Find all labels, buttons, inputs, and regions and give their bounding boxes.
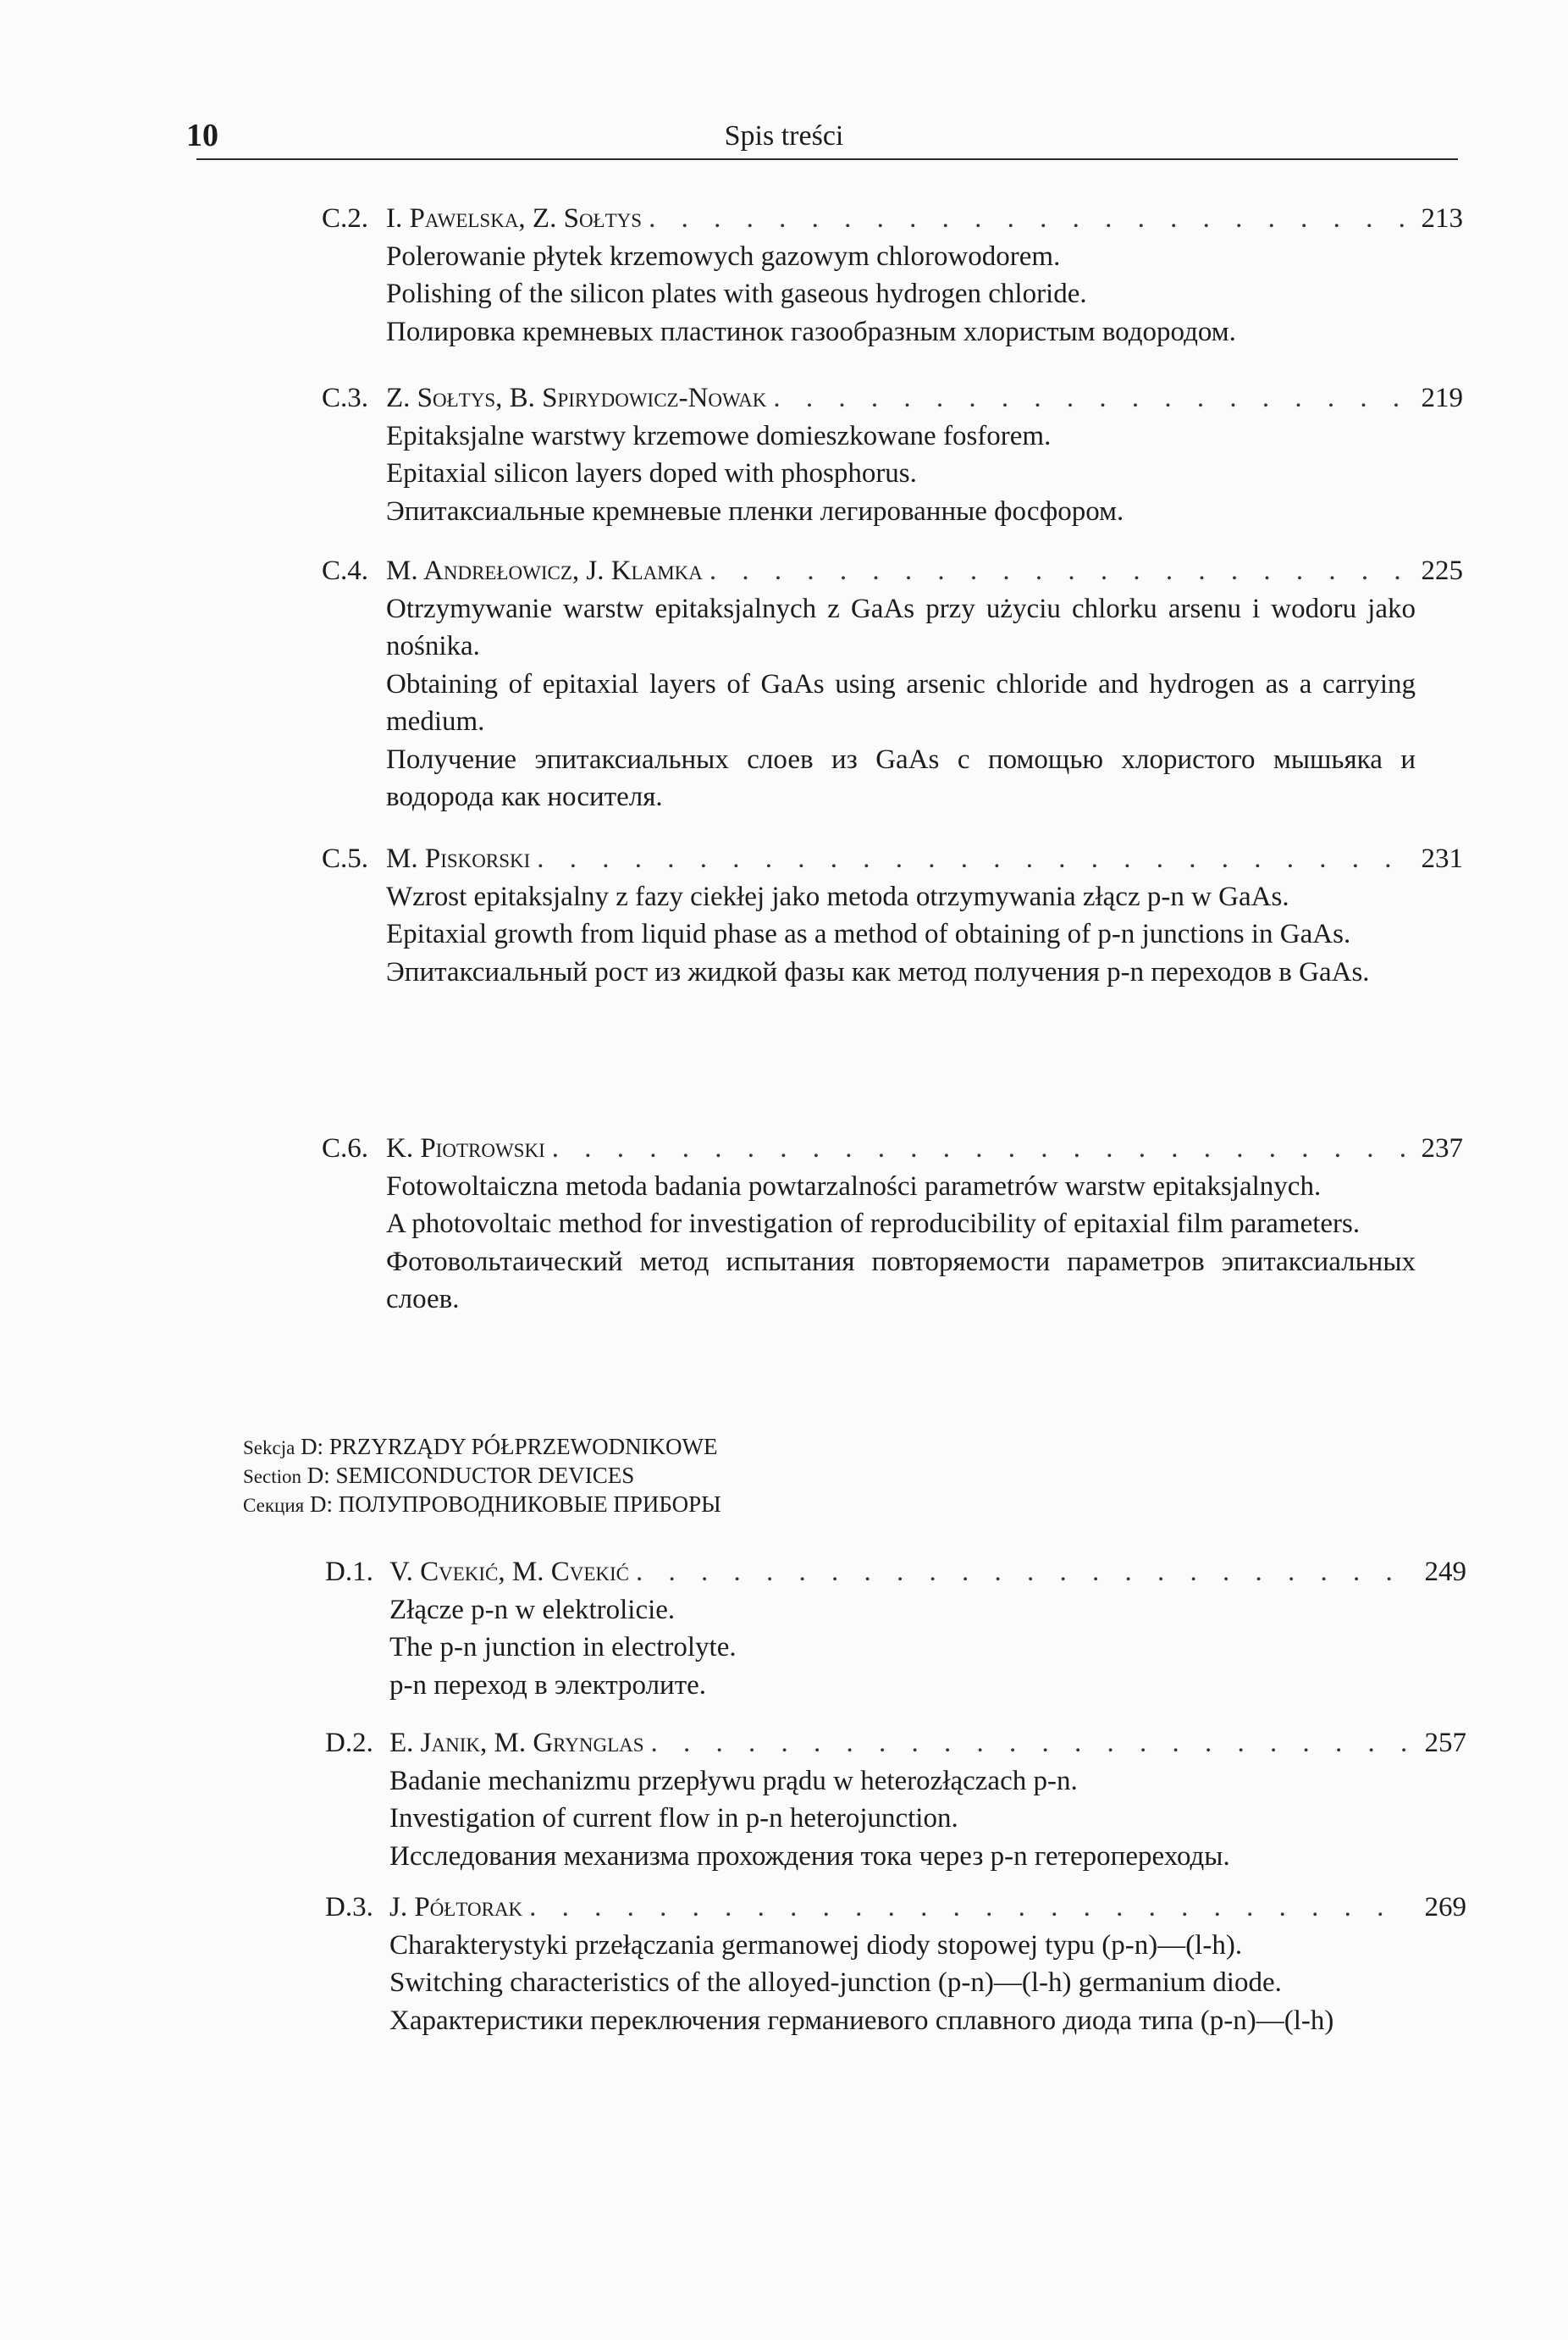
title-russian: p-n переход в электролите.	[389, 1669, 707, 1701]
title-english: Obtaining of epitaxial layers of GaAs using arsenic chloride and hydrogen as a carrying medium.	[386, 668, 1416, 737]
entry-head	[325, 1889, 1466, 1927]
title-english: Polishing of the silicon plates with gaseous hydrogen chloride.	[386, 279, 1087, 309]
entry-page: 219	[1421, 383, 1463, 413]
entry-head	[322, 840, 1463, 878]
entry-code: D.3.	[325, 1892, 373, 1922]
section-title: D: PRZYRZĄDY PÓŁPRZEWODNIKOWE	[301, 1434, 718, 1459]
toc-entry-c3	[322, 379, 1463, 530]
running-head: Spis treści	[724, 120, 844, 152]
section-title: D: ПОЛУПРОВОДНИКОВЫЕ ПРИБОРЫ	[309, 1491, 721, 1517]
section-heading-russian	[243, 1491, 1344, 1519]
entry-page: 225	[1421, 556, 1463, 586]
section-heading-polish	[243, 1433, 1344, 1462]
section-label: Section	[243, 1466, 301, 1487]
title-polish: Epitaksjalne warstwy krzemowe domieszkowane fosforem.	[386, 420, 1052, 451]
entry-head	[322, 1130, 1463, 1168]
entry-page: 231	[1421, 844, 1463, 874]
entry-code: C.2.	[322, 203, 369, 234]
title-russian: Эпитаксиальный рост из жидкой фазы как метод получения p-n переходов в GaAs.	[386, 956, 1370, 987]
title-polish: Polerowanie płytek krzemowych gazowym chlorowodorem.	[386, 241, 1061, 272]
title-english: Switching characteristics of the alloyed-junction (p-n)—(l-h) germanium diode.	[389, 1967, 1282, 1998]
entry-code: C.6.	[322, 1133, 369, 1164]
entry-page: 237	[1421, 1133, 1463, 1164]
title-russian: Исследования механизма прохождения тока через p-n гетеропереходы.	[389, 1840, 1230, 1872]
entry-head	[322, 200, 1463, 238]
toc-entry-d1	[325, 1553, 1466, 1704]
section-title: D: SEMICONDUCTOR DEVICES	[306, 1463, 635, 1488]
section-label: Sekcja	[243, 1437, 295, 1458]
dot-leader	[529, 1889, 1409, 1927]
toc-entry-c5	[322, 840, 1463, 991]
entry-authors: E. Janik, M. Grynglas	[389, 1728, 644, 1758]
entry-code: C.4.	[322, 556, 369, 586]
toc-entry-d2	[325, 1724, 1466, 1875]
title-polish: Badanie mechanizmu przepływu prądu w heterozłączach p-n.	[389, 1765, 1078, 1796]
section-heading-english	[243, 1462, 1344, 1491]
title-english: Epitaxial silicon layers doped with phosphorus.	[386, 458, 917, 489]
dot-leader	[552, 1130, 1405, 1168]
entry-head	[325, 1724, 1466, 1762]
title-english: Epitaxial growth from liquid phase as a method of obtaining of p-n junctions in GaAs.	[386, 919, 1351, 949]
toc-entry-d3	[325, 1889, 1466, 2039]
section-label: Секция	[243, 1495, 305, 1516]
header-rule	[196, 158, 1458, 160]
title-polish: Charakterystyki przełączania germanowej diody stopowej typu (p-n)—(l-h).	[389, 1929, 1243, 1961]
entry-head	[322, 552, 1463, 590]
toc-entry-c6	[322, 1130, 1463, 1319]
entry-authors: K. Piotrowski	[386, 1133, 545, 1164]
entry-page: 257	[1424, 1728, 1466, 1758]
entry-authors: M. Andrełowicz, J. Klamka	[386, 556, 703, 586]
title-polish: Fotowoltaiczna metoda badania powtarzalności parametrów warstw epitaksjalnych.	[386, 1170, 1322, 1202]
page-number: 10	[186, 118, 218, 153]
title-english: The p-n junction in electrolyte.	[389, 1632, 737, 1662]
entry-code: C.3.	[322, 383, 369, 413]
entry-page: 269	[1424, 1892, 1466, 1922]
entry-authors: V. Cvekić, M. Cvekić	[389, 1557, 629, 1587]
dot-leader	[651, 1724, 1409, 1762]
entry-page: 249	[1424, 1557, 1466, 1587]
toc-entry-c4	[322, 552, 1463, 816]
entry-head	[322, 379, 1463, 418]
title-russian: Полировка кремневых пластинок газообразным хлористым водородом.	[386, 316, 1236, 347]
dot-leader	[537, 840, 1405, 878]
title-russian: Характеристики переключения германиевого сплавного диода типа (p-n)—(l-h)	[389, 2005, 1334, 2036]
dot-leader	[636, 1553, 1409, 1591]
entry-head	[325, 1553, 1466, 1591]
entry-page: 213	[1421, 203, 1463, 234]
entry-authors: Z. Sołtys, B. Spirydowicz-Nowak	[386, 383, 767, 413]
dot-leader	[773, 379, 1405, 418]
toc-entry-c2	[322, 200, 1463, 351]
entry-authors: M. Piskorski	[386, 844, 531, 874]
title-english: A photovoltaic method for investigation of reproducibility of epitaxial film parameters.	[386, 1209, 1361, 1239]
title-english: Investigation of current flow in p-n heterojunction.	[389, 1803, 958, 1834]
entry-authors: J. Półtorak	[389, 1892, 523, 1922]
dot-leader	[709, 552, 1405, 590]
title-russian: Эпитаксиальные кремневые пленки легированные фосфором.	[386, 495, 1124, 527]
entry-code: C.5.	[322, 844, 369, 874]
entry-authors: I. Pawelska, Z. Sołtys	[386, 203, 643, 234]
section-d-heading	[243, 1433, 1344, 1519]
entry-code: D.1.	[325, 1557, 373, 1587]
title-russian: Получение эпитаксиальных слоев из GaAs с помощью хлористого мышьяка и водорода как носителя.	[386, 744, 1416, 812]
title-polish: Otrzymywanie warstw epitaksjalnych z GaAs przy użyciu chlorku arsenu i wodoru jako nośnika.	[386, 593, 1416, 661]
dot-leader	[649, 200, 1405, 238]
title-polish: Wzrost epitaksjalny z fazy ciekłej jako metoda otrzymywania złącz p-n w GaAs.	[386, 881, 1289, 912]
title-polish: Złącze p-n w elektrolicie.	[389, 1594, 676, 1625]
title-russian: Фотовольтаический метод испытания повторяемости параметров эпитаксиальных слоев.	[386, 1246, 1416, 1314]
entry-code: D.2.	[325, 1728, 373, 1758]
